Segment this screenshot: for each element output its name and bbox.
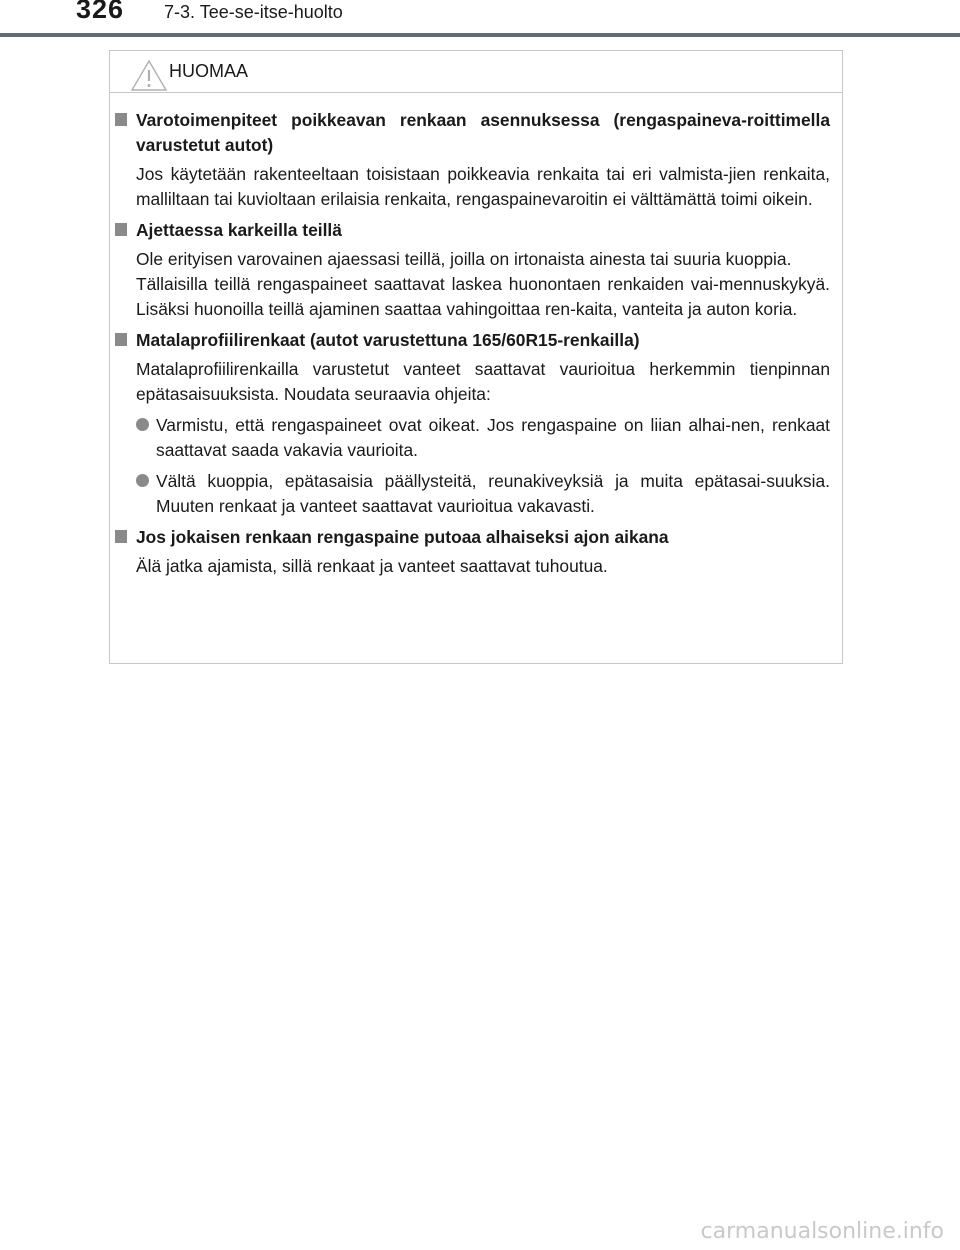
list-item: [136, 469, 830, 519]
section-paragraph: Tällaisilla teillä rengaspaineet saattavat laskea huonontaen renkaiden vai-mennuskykyä. Lisäksi huonoilla teillä ajaminen saattaa vahingoittaa ren-kaita, vanteita ja auton koria.: [136, 274, 830, 319]
section-title: 7-3. Tee-se-itse-huolto: [164, 2, 343, 22]
section-paragraph: Jos käytetään rakenteeltaan toisistaan poikkeavia renkaita tai eri valmista-jien renkaita, malliltaan tai kuvioltaan erilaisia renkaita, rengaspainevaroitin ei välttämättä toimi oikein.: [136, 164, 830, 209]
notice-divider: [110, 92, 842, 93]
list-item-text: Vältä kuoppia, epätasaisia päällysteitä, reunakiveyksiä ja muita epätasai-suuksia. Muuten renkaat ja vanteet saattavat vaurioitua vakavasti.: [156, 471, 830, 516]
notice-section: [115, 218, 830, 322]
square-bullet-icon: [115, 223, 127, 236]
square-bullet-icon: [115, 530, 127, 543]
section-paragraph: Ole erityisen varovainen ajaessasi teillä, joilla on irtonaista ainesta tai suuria kuoppia.: [136, 249, 792, 269]
notice-section: [115, 525, 830, 579]
warning-triangle-icon: [130, 59, 168, 92]
page-header: [0, 0, 960, 40]
section-heading: Jos jokaisen renkaan rengaspaine putoaa alhaiseksi ajon aikana: [136, 527, 669, 547]
section-heading: Ajettaessa karkeilla teillä: [136, 220, 342, 240]
notice-section: [115, 108, 830, 212]
watermark: carmanualsonline.info: [700, 1219, 944, 1244]
notice-section: [115, 328, 830, 519]
header-rule: [0, 33, 960, 37]
notice-box: [109, 50, 843, 664]
list-item: [136, 413, 830, 463]
section-paragraph: Älä jatka ajamista, sillä renkaat ja vanteet saattavat tuhoutua.: [136, 556, 608, 576]
section-paragraph: Matalaprofiilirenkailla varustetut vanteet saattavat vaurioitua herkemmin tienpinnan epätasaisuuksista. Noudata seuraavia ohjeita:: [136, 359, 830, 404]
round-bullet-icon: [136, 418, 149, 431]
round-bullet-icon: [136, 474, 149, 487]
notice-title: HUOMAA: [169, 61, 249, 81]
list-item-text: Varmistu, että rengaspaineet ovat oikeat. Jos rengaspaine on liian alhai-nen, renkaat saattavat saada vakavia vaurioita.: [156, 415, 830, 460]
page-number: 326: [76, 0, 125, 24]
notice-header: [110, 51, 842, 94]
square-bullet-icon: [115, 333, 127, 346]
notice-content: [115, 108, 830, 585]
section-heading: Matalaprofiilirenkaat (autot varustettuna 165/60R15-renkailla): [136, 330, 640, 350]
section-heading: Varotoimenpiteet poikkeavan renkaan asennuksessa (rengaspaineva-roittimella varustetut autot): [136, 110, 830, 155]
square-bullet-icon: [115, 113, 127, 126]
